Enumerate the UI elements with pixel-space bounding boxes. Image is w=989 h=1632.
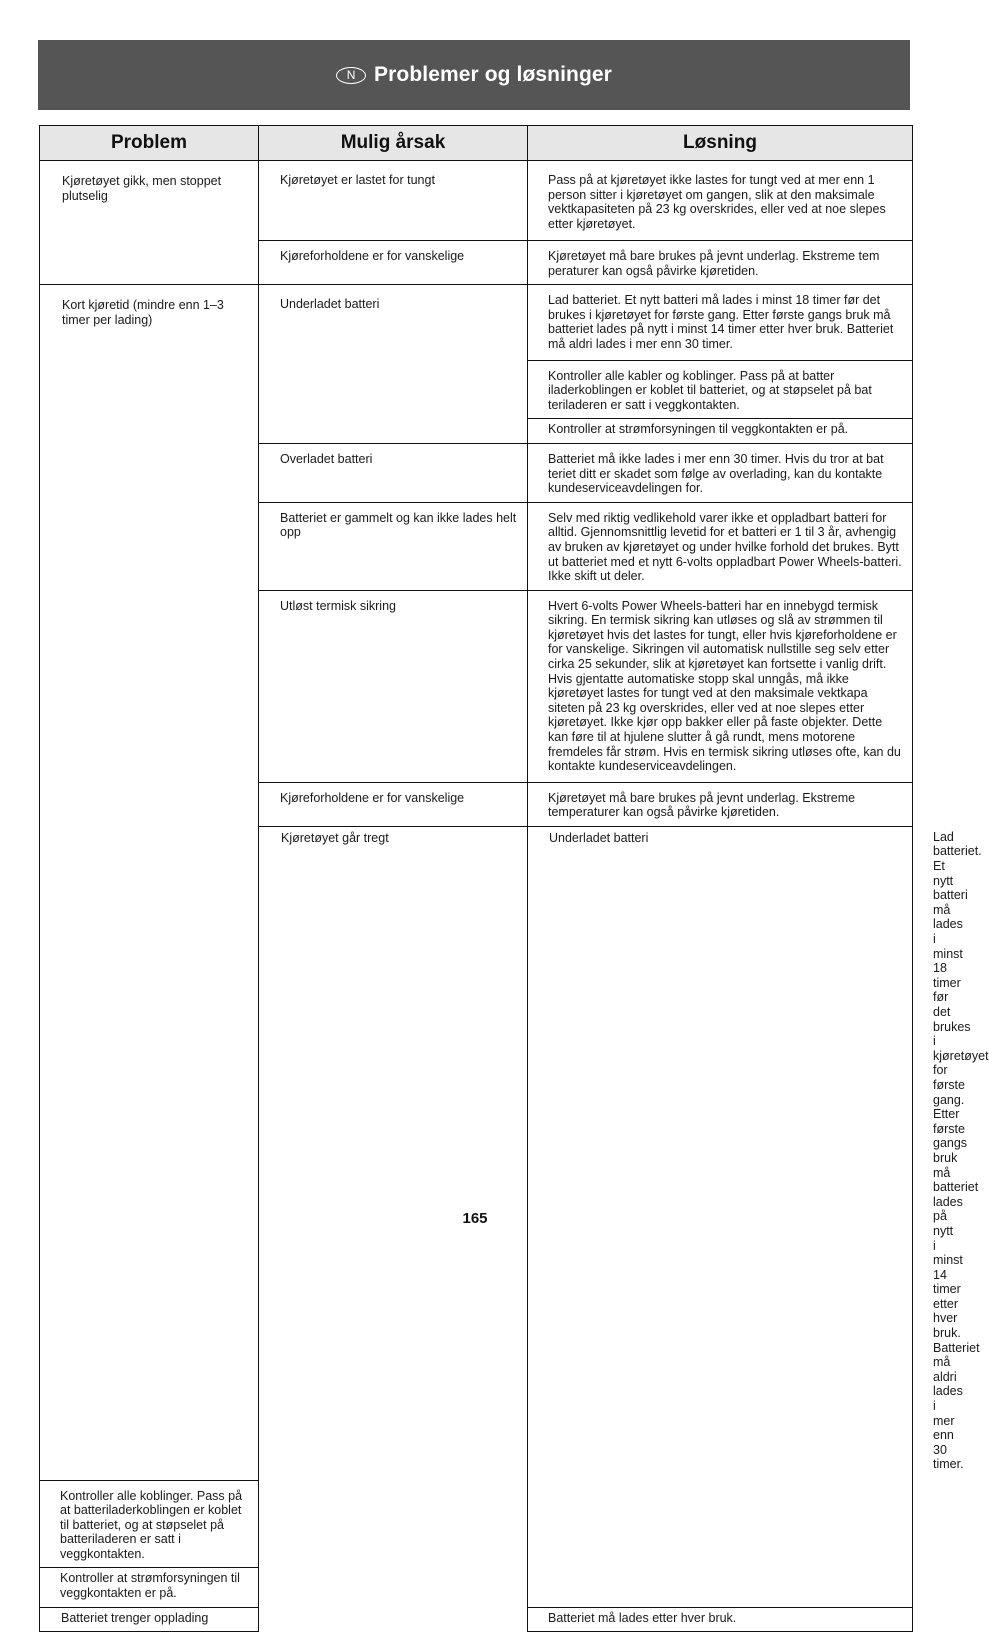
problem-cell [40, 285, 259, 1480]
solution-text: Batteriet må ikke lades i mer enn 30 timer. Hvis du tror at bat teriet ditt er skadet som følge av overlading, kan du kontakte kundeserviceavdelingen for. [548, 451, 884, 496]
solution-text: Pass på at kjøretøyet ikke lastes for tungt ved at mer enn 1 person sitter i kjøretøyet om gangen, slik at den maksimale vektkapasiteten på 23 kg overskrides, eller ved at noe slepes etter kjøretøyet. [548, 173, 886, 231]
troubleshooting-table [39, 125, 989, 1632]
solution-text: Kontroller alle koblinger. Pass på at batteriladerkoblingen er koblet til batteriet, og at støpselet på batteriladeren er satt i veggkontakten. [60, 1488, 243, 1561]
solution-cell [528, 360, 913, 419]
solution-cell [528, 1607, 913, 1632]
cause-cell [259, 590, 528, 782]
cause-cell [259, 443, 528, 502]
cause-text: Kjøreforholdene er for vanskelige [280, 249, 465, 263]
problem-text: Kjøretøyet gikk, men stoppet plutselig [62, 174, 222, 203]
column-header-problem: Problem [40, 126, 259, 161]
language-badge: N [336, 67, 366, 84]
cause-cell [40, 1607, 259, 1632]
cause-text: Utløst termisk sikring [280, 598, 396, 613]
column-header-cause: Mulig årsak [259, 126, 528, 161]
solution-text: Batteriet må lades etter hver bruk. [548, 1610, 737, 1625]
solution-text: Kjøretøyet må bare brukes på jevnt underlag. Ekstreme tem peraturer kan også påvirke kjøretiden. [548, 249, 880, 278]
solution-cell [528, 782, 913, 826]
problem-text: Kjøretøyet går tregt [281, 830, 389, 845]
solution-text: Lad batteriet. Et nytt batteri må lades i minst 18 timer før det brukes i kjøretøyet for første gang. Etter første gangs bruk må batteriet lades på nytt i minst 14 timer etter hver bruk. Batteriet må aldri lades i mer enn 30 timer. [933, 829, 989, 1472]
cause-text: Kjøreforholdene er for vanskelige [280, 790, 465, 805]
solution-text: Selv med riktig vedlikehold varer ikke et oppladbart batteri for alltid. Gjennomsnittlig levetid for et batteri er 1 til 3 år, avhengig av bruken av kjøretøyet og under hvilke forhold det brukes. Bytt ut batteriet med et nytt 6-volts oppladbart Power Wheels-batteri. Ikke skift ut deler. [548, 510, 902, 584]
solution-cell [528, 443, 913, 502]
cause-cell [259, 782, 528, 826]
cause-text: Underladet batteri [549, 830, 649, 845]
solution-cell [528, 419, 913, 444]
table-header-row [40, 126, 913, 161]
solution-text: Kontroller alle kabler og koblinger. Pass på at batter iladerkoblingen er koblet til batteriet, og at støpselet på bat teriladeren er satt i veggkontakten. [548, 368, 872, 412]
solution-cell [528, 161, 913, 241]
solution-cell [528, 590, 913, 782]
cause-cell [259, 241, 528, 285]
cause-text: Batteriet er gammelt og kan ikke lades helt opp [280, 510, 517, 540]
problem-cell [40, 161, 259, 285]
solution-cell [40, 1568, 259, 1607]
solution-text: Hvert 6-volts Power Wheels-batteri har en innebygd termisk sikring. En termisk sikring kan utløses og slå av strømmen til kjøretøyet hvis det lastes for tungt, eller hvis kjøreforholdene er for vanskelige. Sikringen vil automatisk nullstille seg selv etter cirka 25 sekunder, slik at kjøretøyet kan fortsette i vanlig drift. Hvis gjentatte automatiske stopp skal unngås, må ikke kjøretøyet lastes for tungt ved at den maksimale vektkapa siteten på 23 kg overskrides, eller ved at noe slepes etter kjøretøyet. Ikke kjør opp bakker eller på faste objekter. Dette kan føre til at hjulene slutter å gå rundt, mens motorene fremdeles får strøm. Hvis en termisk sikring utløses ofte, kan du kontakte kundeserviceavdelingen. [548, 598, 901, 774]
solution-text: Kjøretøyet må bare brukes på jevnt underlag. Ekstreme temperaturer kan også påvirke kjøretiden. [548, 790, 856, 820]
table-row [40, 285, 913, 360]
solution-cell [40, 1480, 259, 1568]
cause-text: Overladet batteri [280, 451, 373, 466]
page-title: Problemer og løsninger [374, 63, 612, 86]
solution-cell [528, 241, 913, 285]
page-number: 165 [462, 1210, 488, 1227]
cause-cell [259, 502, 528, 590]
problem-text: Kort kjøretid (mindre enn 1–3 timer per lading) [62, 298, 224, 327]
cause-text: Underladet batteri [280, 297, 380, 312]
solution-text: Kontroller at strømforsyningen til veggkontakten er på. [548, 422, 849, 437]
cause-cell [259, 285, 528, 444]
solution-cell [528, 502, 913, 590]
solution-text: Kontroller at strømforsyningen til veggkontakten er på. [60, 1571, 240, 1601]
column-header-solution: Løsning [528, 126, 913, 161]
page-header [38, 40, 910, 110]
table-row [40, 161, 913, 241]
problem-cell [259, 826, 528, 1631]
solution-cell [528, 285, 913, 360]
cause-cell [259, 161, 528, 241]
cause-text: Kjøretøyet er lastet for tungt [280, 173, 435, 187]
solution-text: Lad batteriet. Et nytt batteri må lades i minst 18 timer før det brukes i kjøretøyet for første gang. Etter første gangs bruk må batteriet lades på nytt i minst 14 timer etter hver bruk. Batteriet må aldri lades i mer enn 30 timer. [548, 293, 894, 351]
cause-text: Batteriet trenger opplading [61, 1610, 209, 1625]
